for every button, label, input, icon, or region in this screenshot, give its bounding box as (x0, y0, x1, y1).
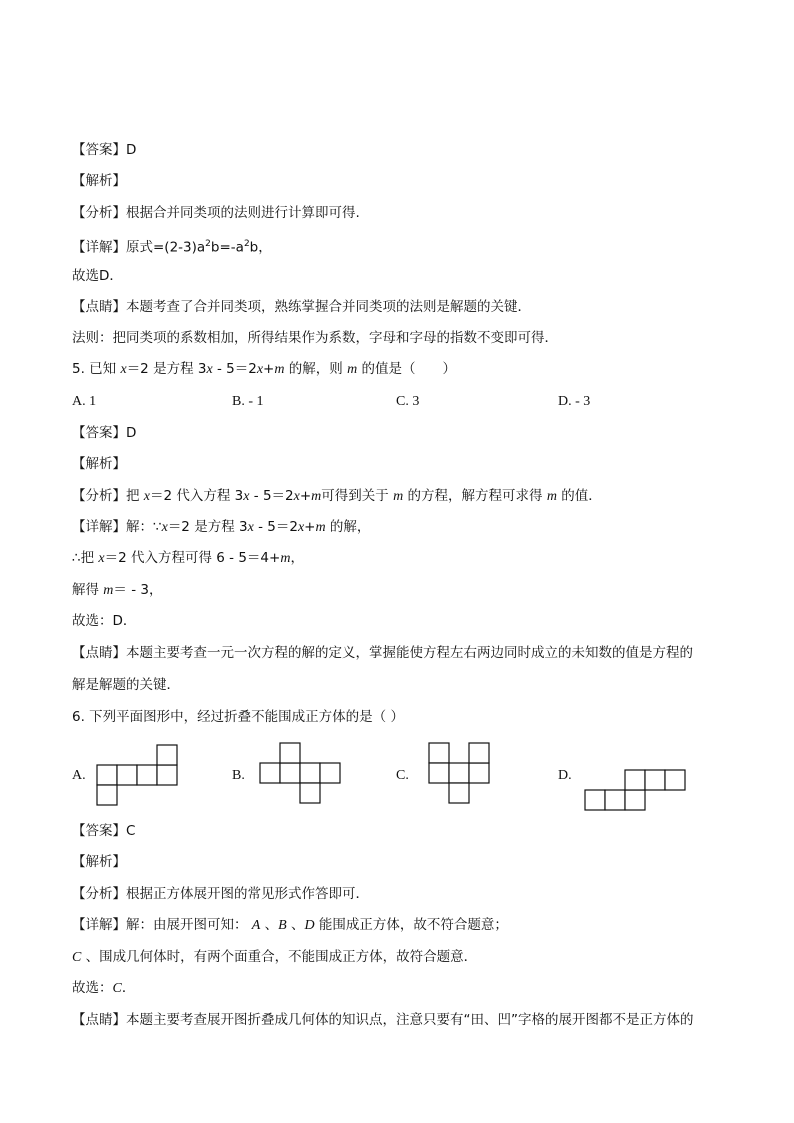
q5-fenxi-text: + (299, 488, 312, 504)
q4-exp-2: 2 (243, 239, 250, 249)
q5-var-x: x (256, 362, 264, 377)
q5-sub-text: ∴把 (72, 550, 99, 566)
cube-net-square (280, 743, 300, 763)
q5-stem-text: + (263, 361, 275, 377)
q5-var-m: m (280, 551, 291, 566)
q5-solve-text: ＝ - 3， (113, 582, 163, 598)
cube-net-square (449, 783, 469, 803)
q6-c-text: 、围成几何体时，有两个面重合，不能围成正方体，故符合题意． (81, 949, 478, 965)
q5-choice: 故选：D． (72, 613, 137, 629)
q6-option-a-letter: A. (72, 768, 86, 783)
cube-net-square (117, 765, 137, 785)
q6-option-d-letter: D. (558, 768, 572, 783)
q5-stem (72, 359, 456, 380)
cube-net-square (625, 770, 645, 790)
cube-net-square (429, 763, 449, 783)
cube-net-square (585, 790, 605, 810)
q6-option-ref-c: C (72, 950, 82, 965)
q6-option-b-letter: B. (232, 768, 245, 783)
cube-net-c (428, 742, 490, 804)
cube-net-square (449, 763, 469, 783)
q5-var-x: x (297, 520, 305, 535)
cube-net-square (429, 743, 449, 763)
cube-net-b (259, 742, 341, 804)
q6-xj-text: 【详解】解：由展开图可知： (72, 917, 252, 933)
cube-net-square (157, 765, 177, 785)
cube-net-square (97, 785, 117, 805)
q5-dianjing-1: 【点睛】本题主要考查一元一次方程的解的定义，掌握能使方程左右两边同时成立的未知数的值是方程的 (72, 645, 693, 661)
q5-var-m: m (103, 583, 114, 598)
q5-dianjing-2: 解是解题的关键． (72, 677, 180, 693)
q5-fenxi-text: 的方程，解方程可求得 (403, 488, 547, 504)
q5-option-d: D. - 3 (558, 394, 591, 409)
q5-option-a: A. 1 (72, 394, 97, 409)
q6-fenxi: 【分析】根据正方体展开图的常见形式作答即可． (72, 886, 369, 902)
cube-net-svg (584, 749, 686, 811)
q5-sub-text: ， (290, 550, 304, 566)
q5-stem-text: ＝2 是方程 3 (126, 361, 207, 377)
q6-analysis-heading: 【解析】 (72, 854, 126, 870)
q5-sub-text: ＝2 代入方程可得 6 - 5＝4+ (104, 550, 281, 566)
cube-net-square (469, 763, 489, 783)
cube-net-square (605, 790, 625, 810)
q6-xiangjie (72, 915, 508, 936)
q5-var-x: x (98, 551, 105, 566)
q5-var-x: x (247, 520, 254, 535)
cube-net-square (300, 763, 320, 783)
cube-net-d (584, 749, 686, 811)
q5-var-x: x (293, 489, 300, 504)
q4-rule: 法则：把同类项的系数相加，所得结果作为系数，字母和字母的指数不变即可得． (72, 330, 558, 346)
q4-answer: 【答案】D (72, 142, 137, 158)
q6-stem: 6. 下列平面图形中，经过折叠不能围成正方体的是（ ） (72, 709, 404, 725)
cube-net-square (97, 765, 117, 785)
q6-option-ref-a: A (251, 918, 261, 933)
q5-fenxi-text: 的值． (556, 488, 602, 504)
q6-choice-text: ． (121, 980, 136, 996)
q5-var-x: x (206, 362, 213, 377)
q6-option-ref-c: C (112, 981, 122, 996)
q5-substitute (72, 548, 304, 569)
q5-xj-text: + (304, 519, 316, 535)
cube-net-a (96, 744, 178, 806)
q5-xj-text: ＝2 是方程 3 (167, 519, 248, 535)
q6-option-ref-d: D (304, 918, 315, 933)
q5-var-m: m (311, 489, 322, 504)
q5-xiangjie (72, 517, 370, 538)
q4-xiangjie-end: b， (249, 239, 272, 256)
cube-net-square (157, 745, 177, 765)
cube-net-square (137, 765, 157, 785)
q6-option-ref-b: B (278, 918, 287, 933)
q5-fenxi-text: - 5＝2 (249, 488, 294, 504)
q6-choice-text: 故选： (72, 980, 113, 996)
q6-choice (72, 978, 135, 999)
q5-fenxi-text: 【分析】把 (72, 488, 144, 504)
q5-var-x: x (243, 489, 250, 504)
q5-var-m: m (315, 520, 326, 535)
cube-net-square (625, 790, 645, 810)
q6-xj-text: 、 (260, 917, 279, 933)
q4-exp-1: 2 (205, 239, 211, 249)
cube-net-square (469, 743, 489, 763)
cube-net-svg (259, 742, 341, 804)
q6-option-c-letter: C. (396, 768, 409, 783)
q5-stem-text: 的值是（ ） (357, 361, 456, 377)
q5-solve-text: 解得 (72, 582, 104, 598)
q4-xiangjie-mid: b=-a (210, 239, 244, 256)
q5-fenxi-text: ＝2 代入方程 3 (150, 488, 244, 504)
q6-xj-text: 、 (286, 917, 305, 933)
cube-net-square (665, 770, 685, 790)
q6-xj-text: 能围成正方体，故不符合题意； (314, 917, 508, 933)
q5-stem-text: 的解，则 (284, 361, 348, 377)
q5-var-m: m (274, 362, 285, 377)
q4-choice: 故选D． (72, 268, 123, 284)
q4-xiangjie (72, 234, 272, 258)
cube-net-svg (428, 742, 490, 804)
q5-fenxi (72, 486, 602, 507)
q5-analysis-heading: 【解析】 (72, 456, 126, 472)
cube-net-square (260, 763, 280, 783)
q4-analysis-heading: 【解析】 (72, 173, 126, 189)
q5-answer: 【答案】D (72, 425, 137, 441)
q5-var-m: m (347, 362, 358, 377)
cube-net-square (300, 783, 320, 803)
q5-stem-text: 5. 已知 (72, 361, 121, 377)
q4-xiangjie-prefix: 【详解】原式=(2-3)a (72, 239, 206, 256)
q6-answer: 【答案】C (72, 823, 136, 839)
q5-option-c: C. 3 (396, 394, 420, 409)
q5-var-x: x (120, 362, 127, 377)
q5-var-m: m (393, 489, 404, 504)
q6-c-explanation (72, 947, 477, 968)
q5-var-x: x (143, 489, 151, 504)
q5-var-x: x (161, 520, 168, 535)
cube-net-svg (96, 744, 178, 806)
q5-fenxi-text: 可得到关于 (321, 488, 394, 504)
q5-var-m: m (546, 489, 557, 504)
cube-net-square (280, 763, 300, 783)
q5-xj-text: 【详解】解：∵ (72, 519, 162, 535)
q4-dianjing: 【点睛】本题考查了合并同类项，熟练掌握合并同类项的法则是解题的关键． (72, 299, 531, 315)
q6-dianjing: 【点睛】本题主要考查展开图折叠成几何体的知识点，注意只要有“田、凹”字格的展开图都不是正方体的 (72, 1012, 694, 1028)
cube-net-square (645, 770, 665, 790)
q5-solve (72, 580, 162, 601)
q5-xj-text: 的解， (325, 519, 371, 535)
q5-option-b: B. - 1 (232, 394, 264, 409)
q5-stem-text: - 5＝2 (212, 361, 257, 377)
cube-net-square (320, 763, 340, 783)
q5-xj-text: - 5＝2 (253, 519, 298, 535)
q4-fenxi: 【分析】根据合并同类项的法则进行计算即可得. (72, 205, 360, 221)
